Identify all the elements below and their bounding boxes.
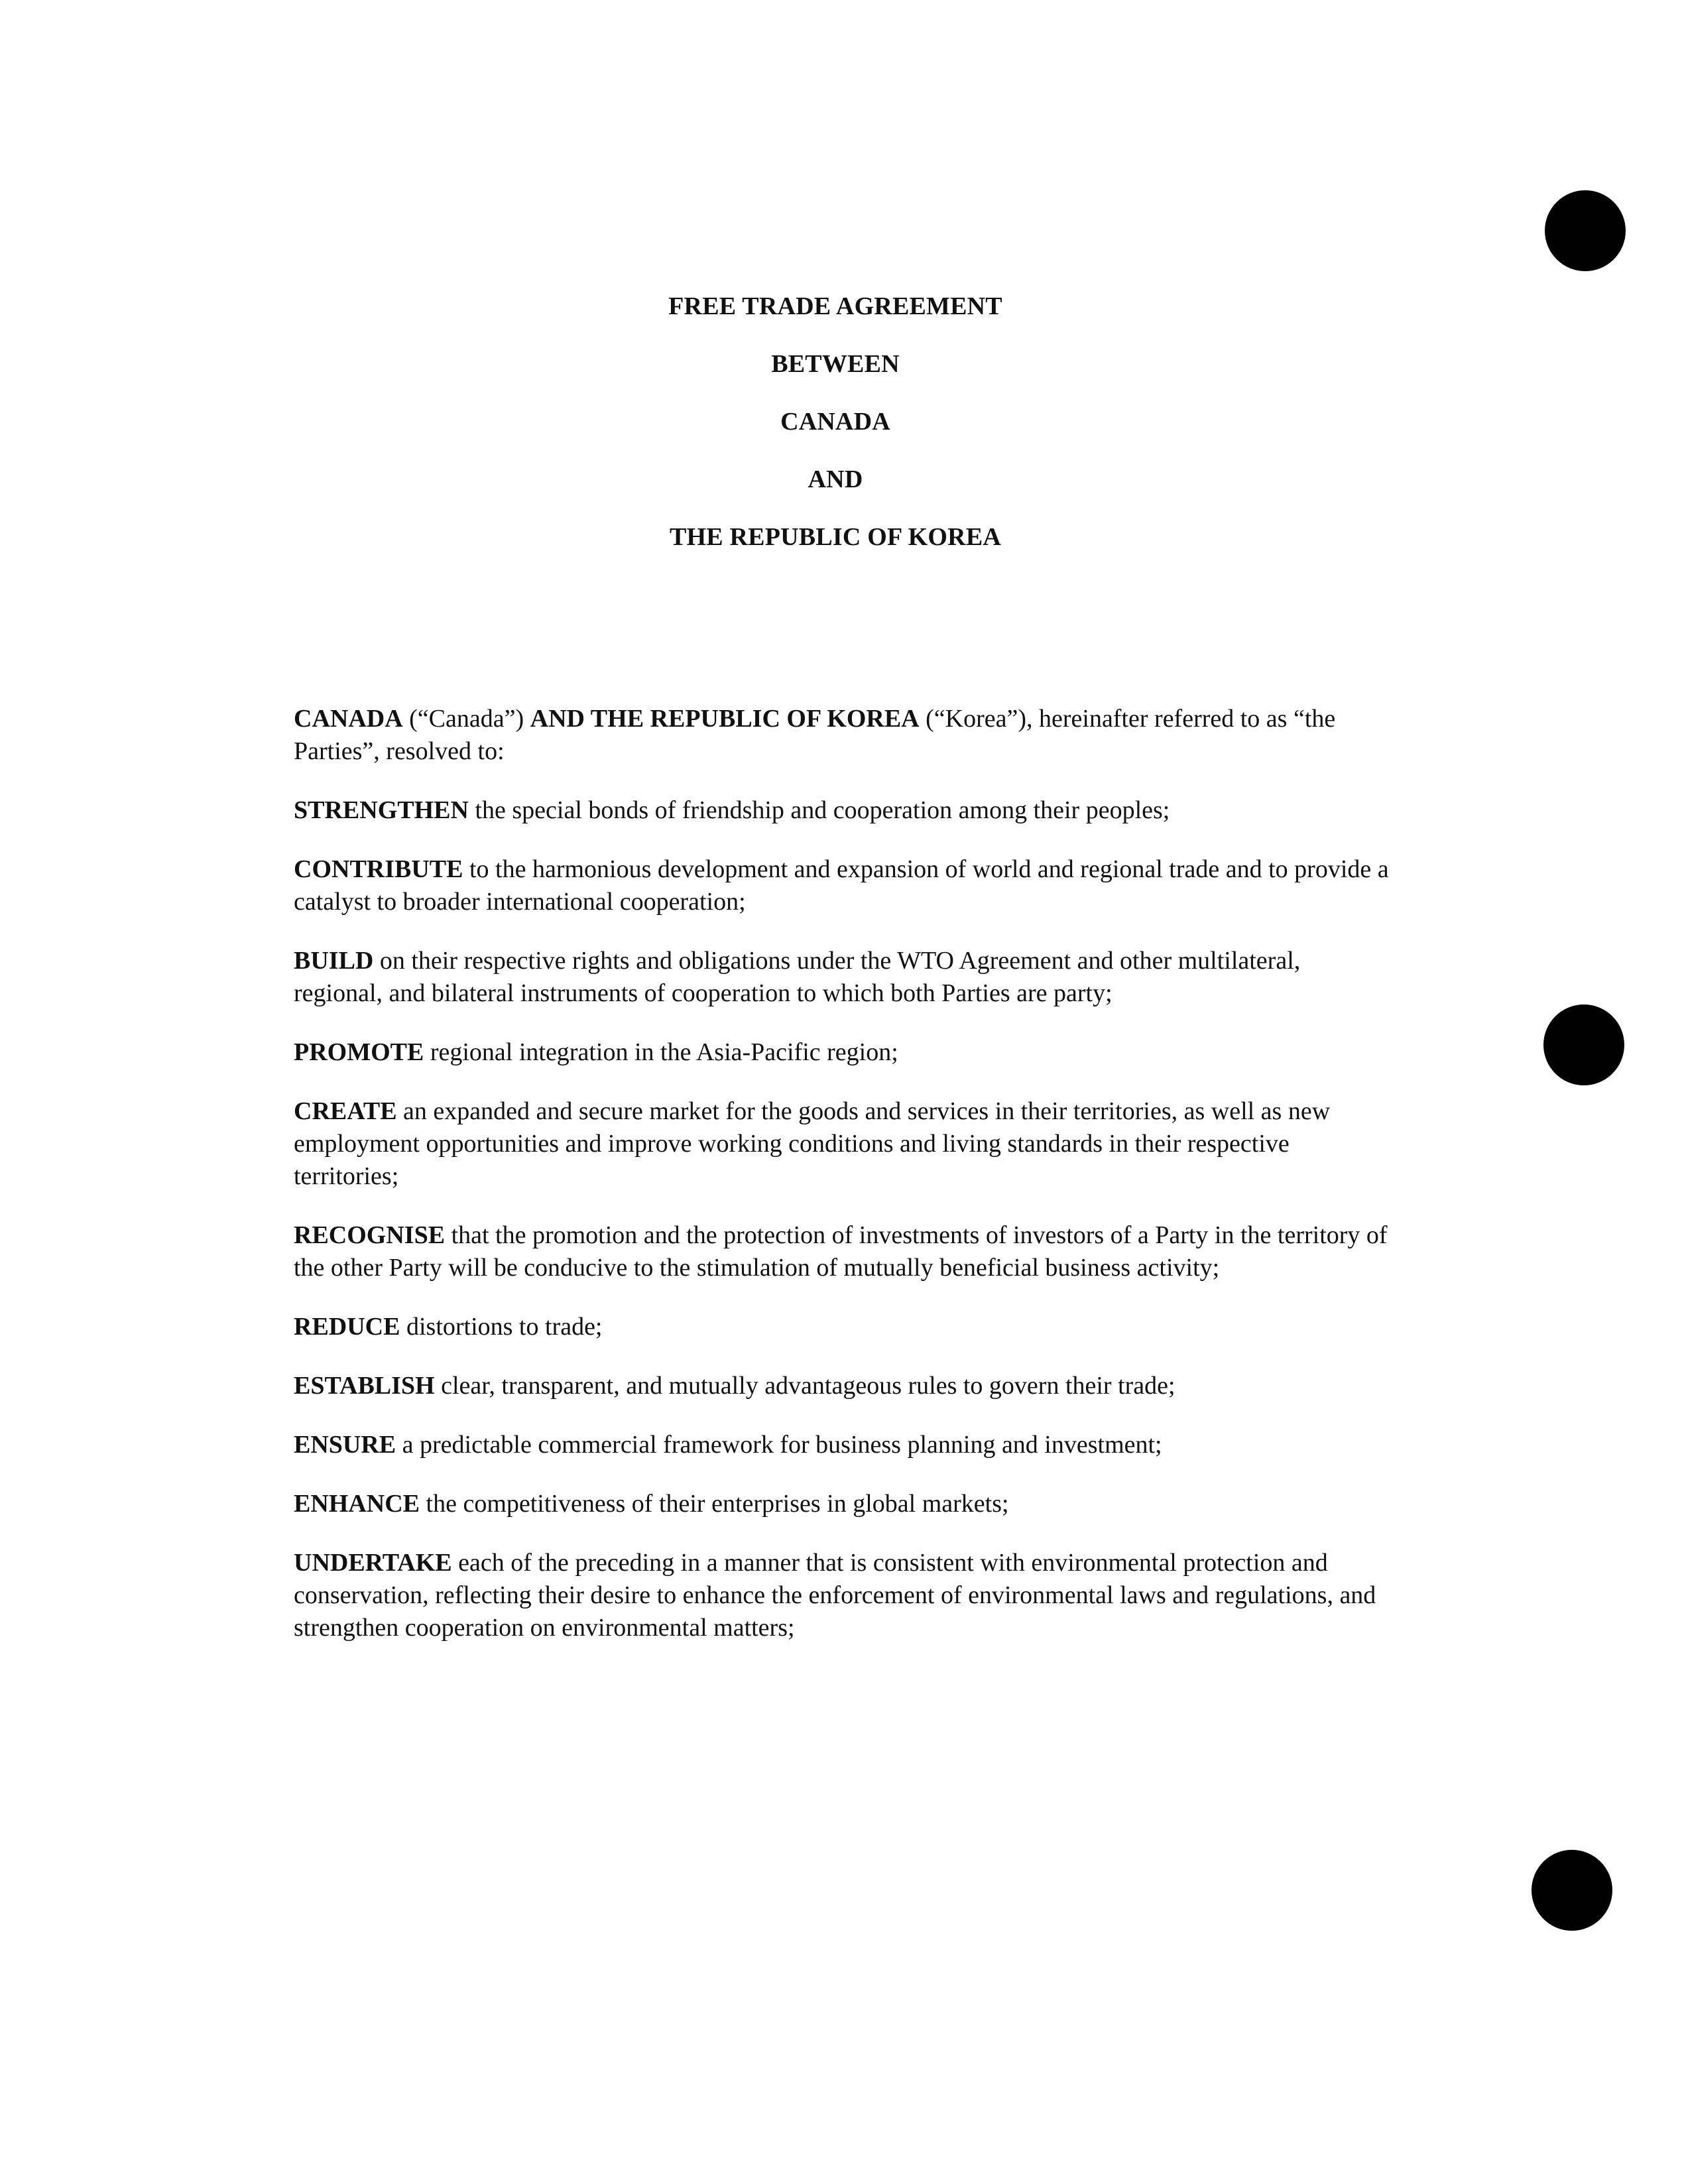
- preamble-clause: [294, 945, 1394, 1010]
- preamble-clause: [294, 853, 1394, 918]
- preamble-clause: [294, 1219, 1394, 1284]
- punch-hole-top: [1545, 190, 1626, 271]
- title-line: CANADA: [780, 408, 890, 436]
- preamble-clause: [294, 1311, 1394, 1343]
- clause-keyword: ESTABLISH: [294, 1372, 435, 1400]
- intro-text: (“Canada”): [402, 705, 530, 733]
- clause-keyword: RECOGNISE: [294, 1221, 446, 1249]
- party-name: AND THE REPUBLIC OF KOREA: [530, 705, 920, 733]
- preamble-clause: [294, 1095, 1394, 1193]
- clause-keyword: UNDERTAKE: [294, 1549, 452, 1577]
- preamble-clause: [294, 1370, 1394, 1402]
- preamble-clause: [294, 794, 1394, 827]
- preamble: [294, 703, 1394, 1671]
- title-line: THE REPUBLIC OF KOREA: [669, 523, 1002, 551]
- clause-text: to the harmonious development and expansion of world and regional trade and to provide a catalyst to broader international cooperation;: [294, 855, 1389, 916]
- clause-keyword: PROMOTE: [294, 1038, 424, 1066]
- clause-keyword: CONTRIBUTE: [294, 855, 463, 883]
- preamble-clause: [294, 1429, 1394, 1461]
- clause-text: the competitiveness of their enterprises in global markets;: [420, 1490, 1009, 1518]
- clause-keyword: STRENGTHEN: [294, 796, 469, 824]
- clause-text: each of the preceding in a manner that is consistent with environmental protection and conservation, reflecting their desire to enhance the enforcement of environmental laws and regulations, and strengthen cooperation on environmental matters;: [294, 1549, 1376, 1642]
- clause-text: that the promotion and the protection of investments of investors of a Party in the territory of the other Party will be conducive to the stimulation of mutually beneficial business activity;: [294, 1221, 1388, 1282]
- punch-hole-bottom: [1532, 1850, 1612, 1931]
- clause-text: distortions to trade;: [400, 1313, 603, 1341]
- title-line: BETWEEN: [771, 350, 900, 378]
- preamble-intro: [294, 703, 1394, 768]
- preamble-clause: [294, 1547, 1394, 1644]
- clause-text: regional integration in the Asia-Pacific region;: [424, 1038, 898, 1066]
- clause-keyword: CREATE: [294, 1097, 397, 1125]
- clause-keyword: REDUCE: [294, 1313, 400, 1341]
- clause-keyword: BUILD: [294, 947, 374, 975]
- clause-text: a predictable commercial framework for business planning and investment;: [396, 1431, 1162, 1459]
- preamble-clause: [294, 1036, 1394, 1069]
- party-name: CANADA: [294, 705, 403, 733]
- title-line: AND: [808, 465, 863, 493]
- title-line: FREE TRADE AGREEMENT: [668, 292, 1002, 320]
- punch-hole-middle: [1543, 1004, 1624, 1085]
- clause-keyword: ENHANCE: [294, 1490, 420, 1518]
- clause-keyword: ENSURE: [294, 1431, 396, 1459]
- preamble-clause: [294, 1488, 1394, 1520]
- document-title: [0, 292, 1671, 580]
- clause-text: on their respective rights and obligations under the WTO Agreement and other multilateral, regional, and bilateral instruments of cooperation to which both Parties are party;: [294, 947, 1301, 1007]
- intro-text: (“Korea”), hereinafter referred to as “the Parties”, resolved to:: [294, 705, 1336, 765]
- clause-text: an expanded and secure market for the goods and services in their territories, as well as new employment opportunities and improve working conditions and living standards in their respective territories;: [294, 1097, 1331, 1190]
- clause-text: the special bonds of friendship and cooperation among their peoples;: [468, 796, 1170, 824]
- clause-text: clear, transparent, and mutually advantageous rules to govern their trade;: [434, 1372, 1175, 1400]
